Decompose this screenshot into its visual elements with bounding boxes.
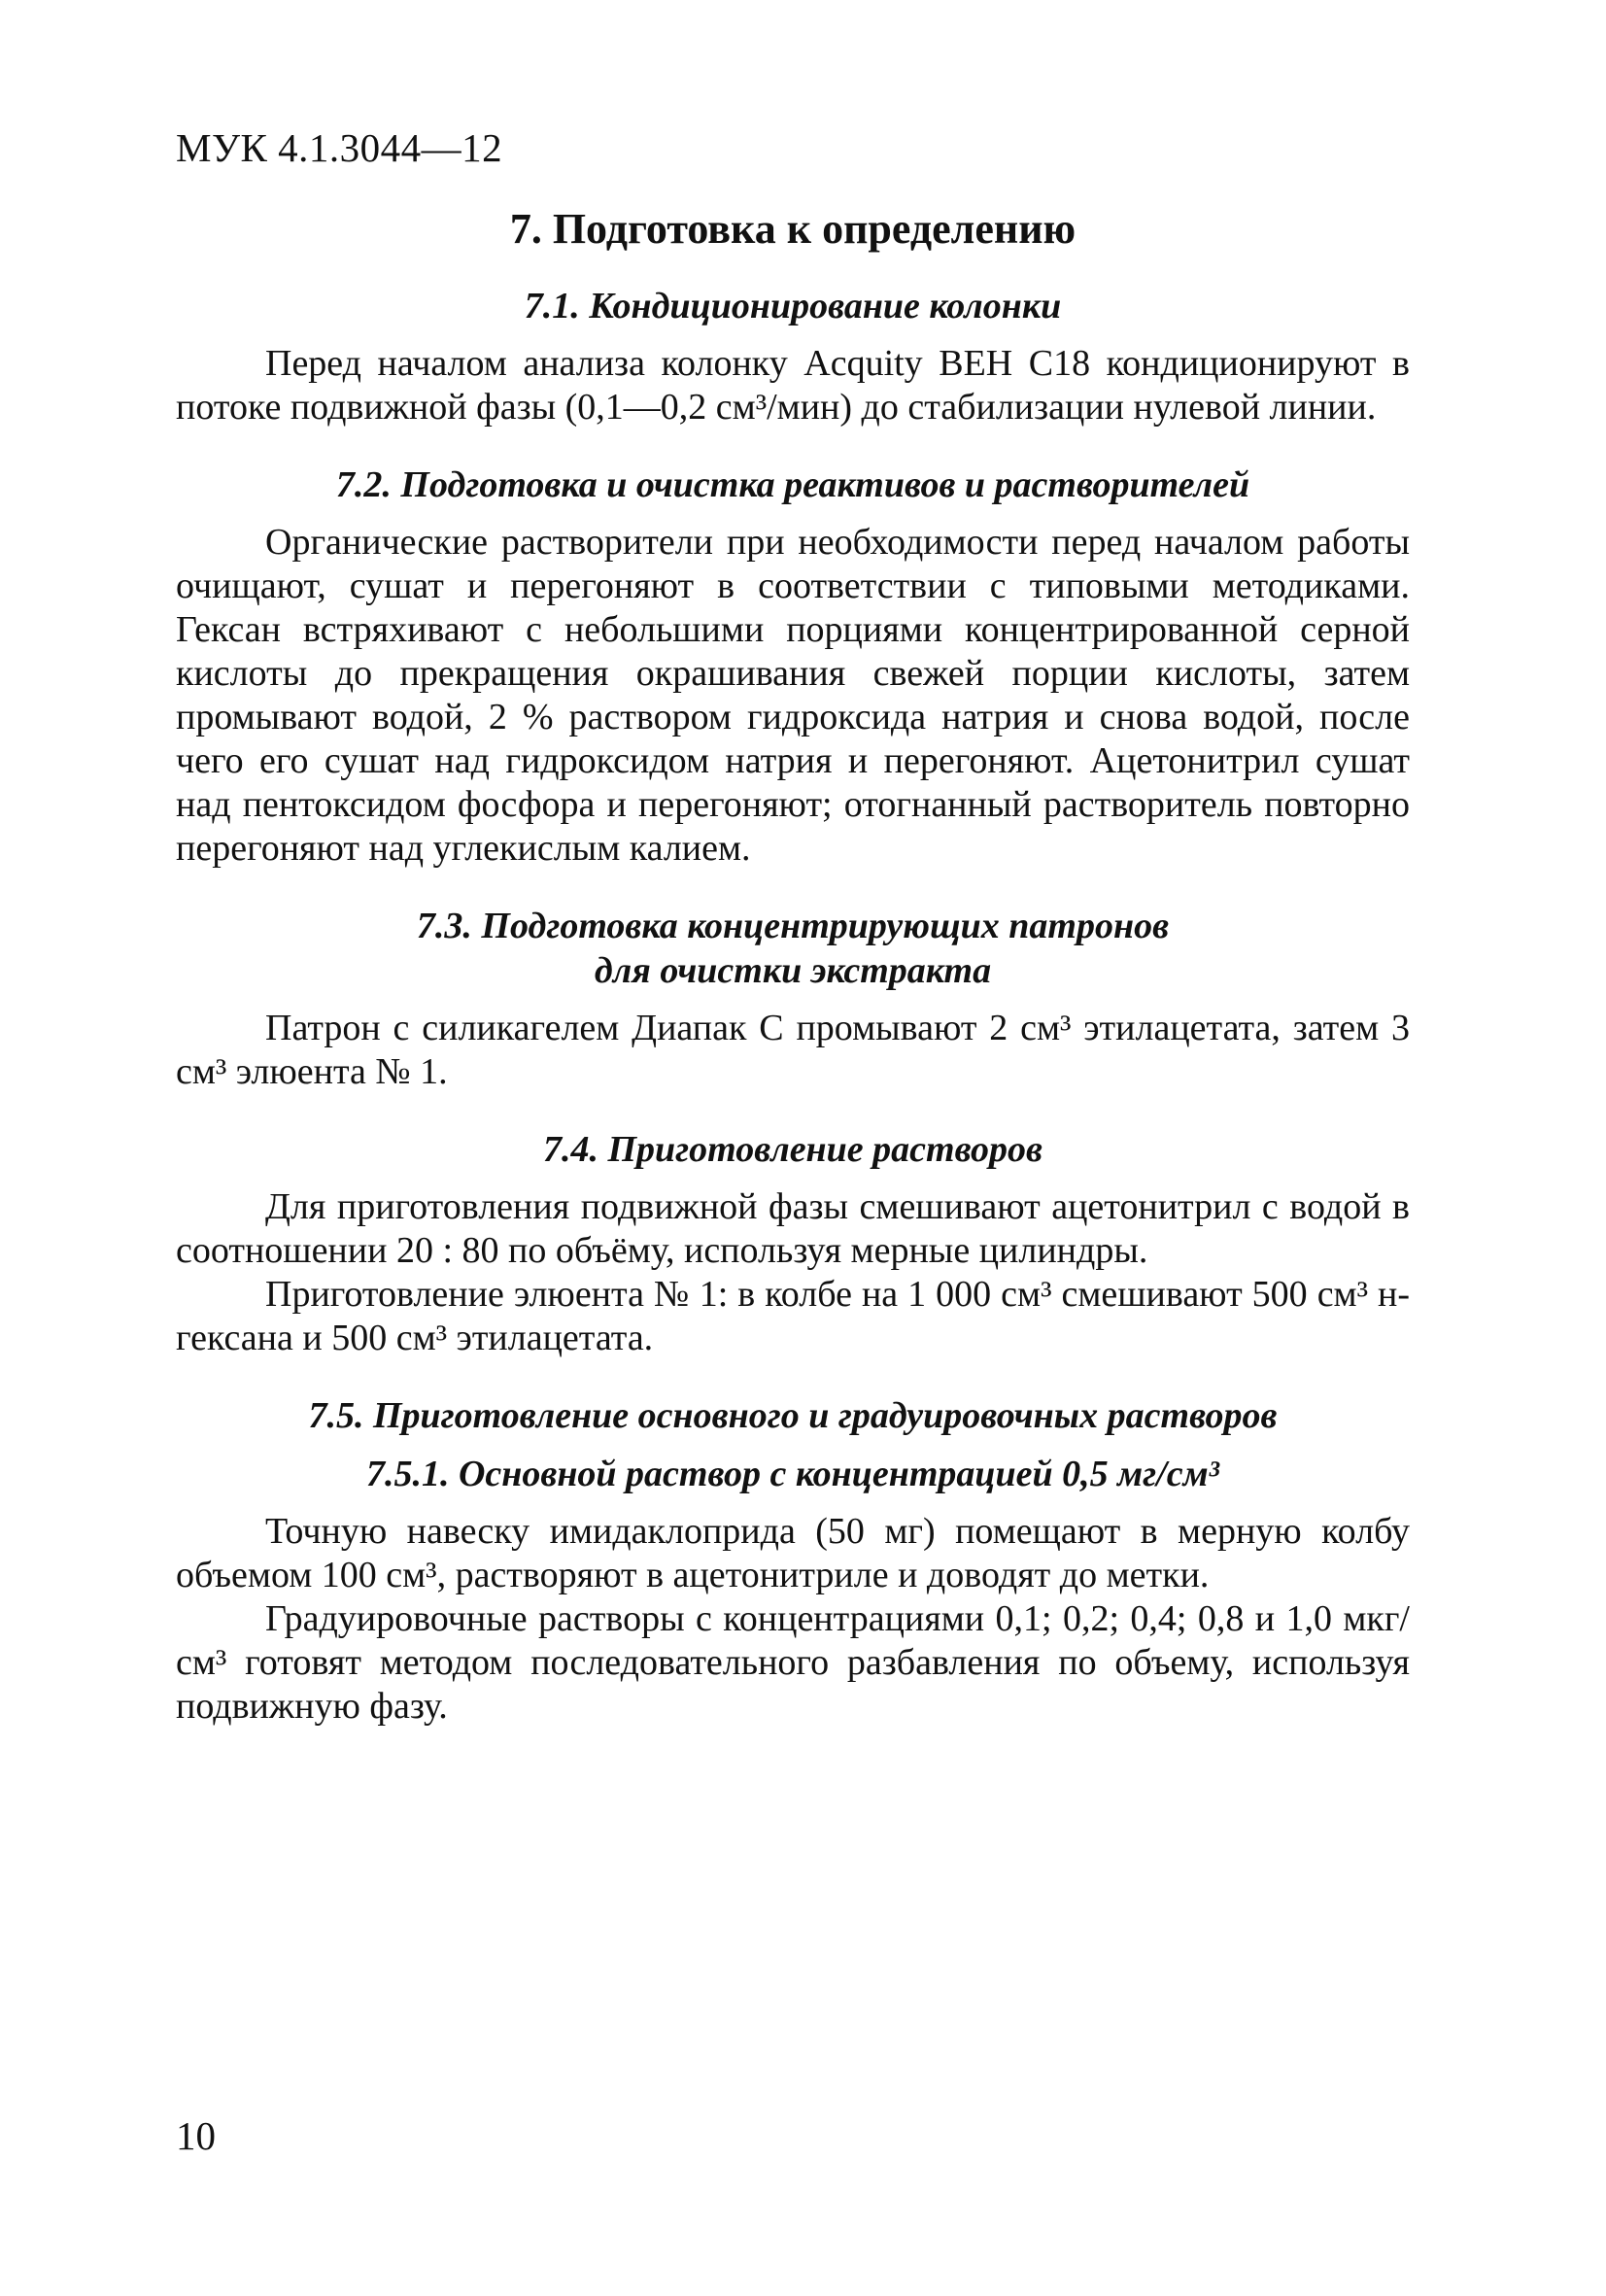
paragraph: Точную навеску имидаклоприда (50 мг) помещают в мерную колбу объемом 100 см³, растворяют в ацетонитриле и доводят до метки.: [176, 1511, 1410, 1595]
paragraph: Градуировочные растворы с концентрациями 0,1; 0,2; 0,4; 0,8 и 1,0 мкг/см³ готовят методом последовательного разбавления по объему, используя подвижную фазу.: [176, 1598, 1410, 1727]
subsection-7-4: [176, 1127, 1410, 1360]
paragraph: Патрон с силикагелем Диапак С промывают 2 см³ этилацетата, затем 3 см³ элюента № 1.: [176, 1008, 1410, 1092]
subsection-title-line: 7.3. Подготовка концентрирующих патронов: [416, 906, 1170, 946]
subsection-title: 7.5. Приготовление основного и градуировочных растворов: [308, 1395, 1278, 1436]
paragraph: Органические растворители при необходимости перед началом работы очищают, сушат и перегоняют в соответствии с типовыми методиками. Гексан встряхивают с небольшими порциями концентрированной серной кислоты до прекращения окрашивания свежей порции кислоты, затем промывают водой, 2 % раствором гидроксида натрия и снова водой, после чего его сушат над гидроксидом натрия и перегоняют. Ацетонитрил сушат над пентоксидом фосфора и перегоняют; отогнанный растворитель повторно перегоняют над углекислым калием.: [176, 522, 1410, 869]
section-title: 7. Подготовка к определению: [509, 205, 1076, 253]
document-code: МУК 4.1.3044—12: [176, 125, 503, 170]
paragraph: Перед началом анализа колонку Acquity ВЕН С18 кондиционируют в потоке подвижной фазы (0,1—0,2 см³/мин) до стабилизации нулевой линии.: [176, 343, 1410, 428]
subsection-title-line: для очистки экстракта: [594, 950, 992, 991]
paragraph: Для приготовления подвижной фазы смешивают ацетонитрил с водой в соотношении 20 : 80 по объёму, используя мерные цилиндры.: [176, 1186, 1410, 1271]
page-content: [176, 202, 1410, 1738]
subsection-7-3: [176, 904, 1410, 1094]
subsection-title: 7.4. Приготовление растворов: [542, 1129, 1043, 1170]
subsection-title: 7.2. Подготовка и очистка реактивов и растворителей: [335, 464, 1250, 505]
subsection-7-2: [176, 463, 1410, 871]
subsection-7-1: [176, 284, 1410, 429]
subsection-7-5: [176, 1393, 1410, 1729]
subsubsection-title: 7.5.1. Основной раствор с концентрацией 0,5 мг/см³: [365, 1454, 1220, 1494]
page-number: 10: [176, 2113, 216, 2158]
subsection-title: 7.1. Кондиционирование колонки: [524, 286, 1062, 326]
paragraph: Приготовление элюента № 1: в колбе на 1 000 см³ смешивают 500 см³ н-гексана и 500 см³ этилацетата.: [176, 1274, 1410, 1358]
subsection-title: [176, 904, 1410, 993]
